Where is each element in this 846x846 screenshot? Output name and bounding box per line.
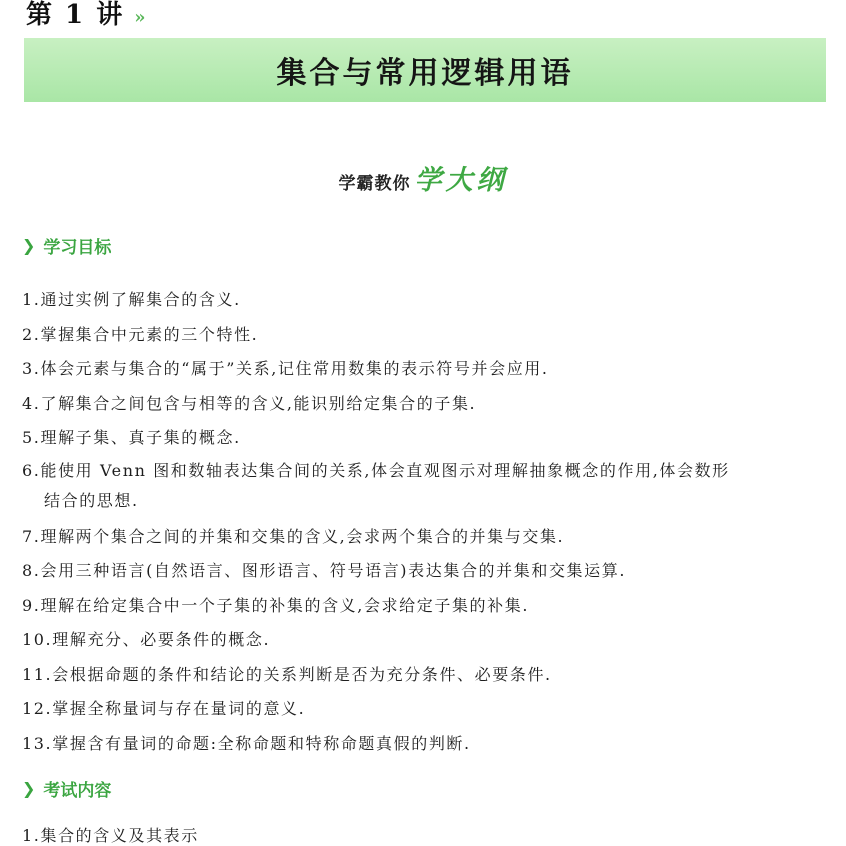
- chevron-right-icon: ❯: [22, 779, 36, 798]
- list-item: 2.掌握集合中元素的三个特性.: [22, 324, 259, 344]
- objectives-list: [22, 283, 828, 761]
- list-item: 3.体会元素与集合的“属于”关系,记住常用数集的表示符号并会应用.: [22, 359, 549, 378]
- section-title: 考试内容: [43, 781, 112, 801]
- list-item-line: 6.能使用 Venn 图和数轴表达集合间的关系,体会直观图示对理解抽象概念的作用,体会数形: [22, 460, 730, 480]
- list-item: 1.通过实例了解集合的含义.: [22, 290, 241, 309]
- list-item: 7.理解两个集合之间的并集和交集的含义,会求两个集合的并集与交集.: [22, 526, 565, 546]
- list-item: 10.理解充分、必要条件的概念.: [22, 630, 271, 649]
- chevron-right-icon: ❯: [22, 236, 36, 255]
- exam-content-list: [22, 823, 199, 846]
- lecture-number: [26, 0, 143, 31]
- chevron-right-icon: »: [134, 7, 144, 28]
- list-item: 8.会用三种语言(自然语言、图形语言、符号语言)表达集合的并集和交集运算.: [22, 561, 627, 580]
- section-heading-objectives: [22, 233, 111, 258]
- list-item: 13.掌握含有量词的命题:全称命题和特称命题真假的判断.: [22, 733, 471, 753]
- list-item: 1.集合的含义及其表示: [22, 826, 199, 845]
- title-banner: [24, 38, 826, 102]
- section-subheading: [0, 158, 846, 197]
- list-item-continuation: 结合的思想.: [44, 490, 139, 510]
- subheading-emphasis: 学大纲: [414, 165, 508, 196]
- list-item: 11.会根据命题的条件和结论的关系判断是否为充分条件、必要条件.: [22, 664, 552, 684]
- list-item: 12.掌握全称量词与存在量词的意义.: [22, 699, 306, 718]
- list-item: 4.了解集合之间包含与相等的含义,能识别给定集合的子集.: [22, 393, 477, 413]
- section-heading-exam-content: [22, 776, 111, 801]
- list-item: 5.理解子集、真子集的概念.: [22, 428, 241, 447]
- section-title: 学习目标: [43, 238, 112, 258]
- lecture-label: 第 1 讲: [26, 0, 125, 30]
- chapter-title: 集合与常用逻辑用语: [276, 56, 574, 91]
- subheading-prefix: 学霸教你: [338, 174, 411, 194]
- list-item: 9.理解在给定集合中一个子集的补集的含义,会求给定子集的补集.: [22, 595, 530, 615]
- list-item: [22, 456, 828, 520]
